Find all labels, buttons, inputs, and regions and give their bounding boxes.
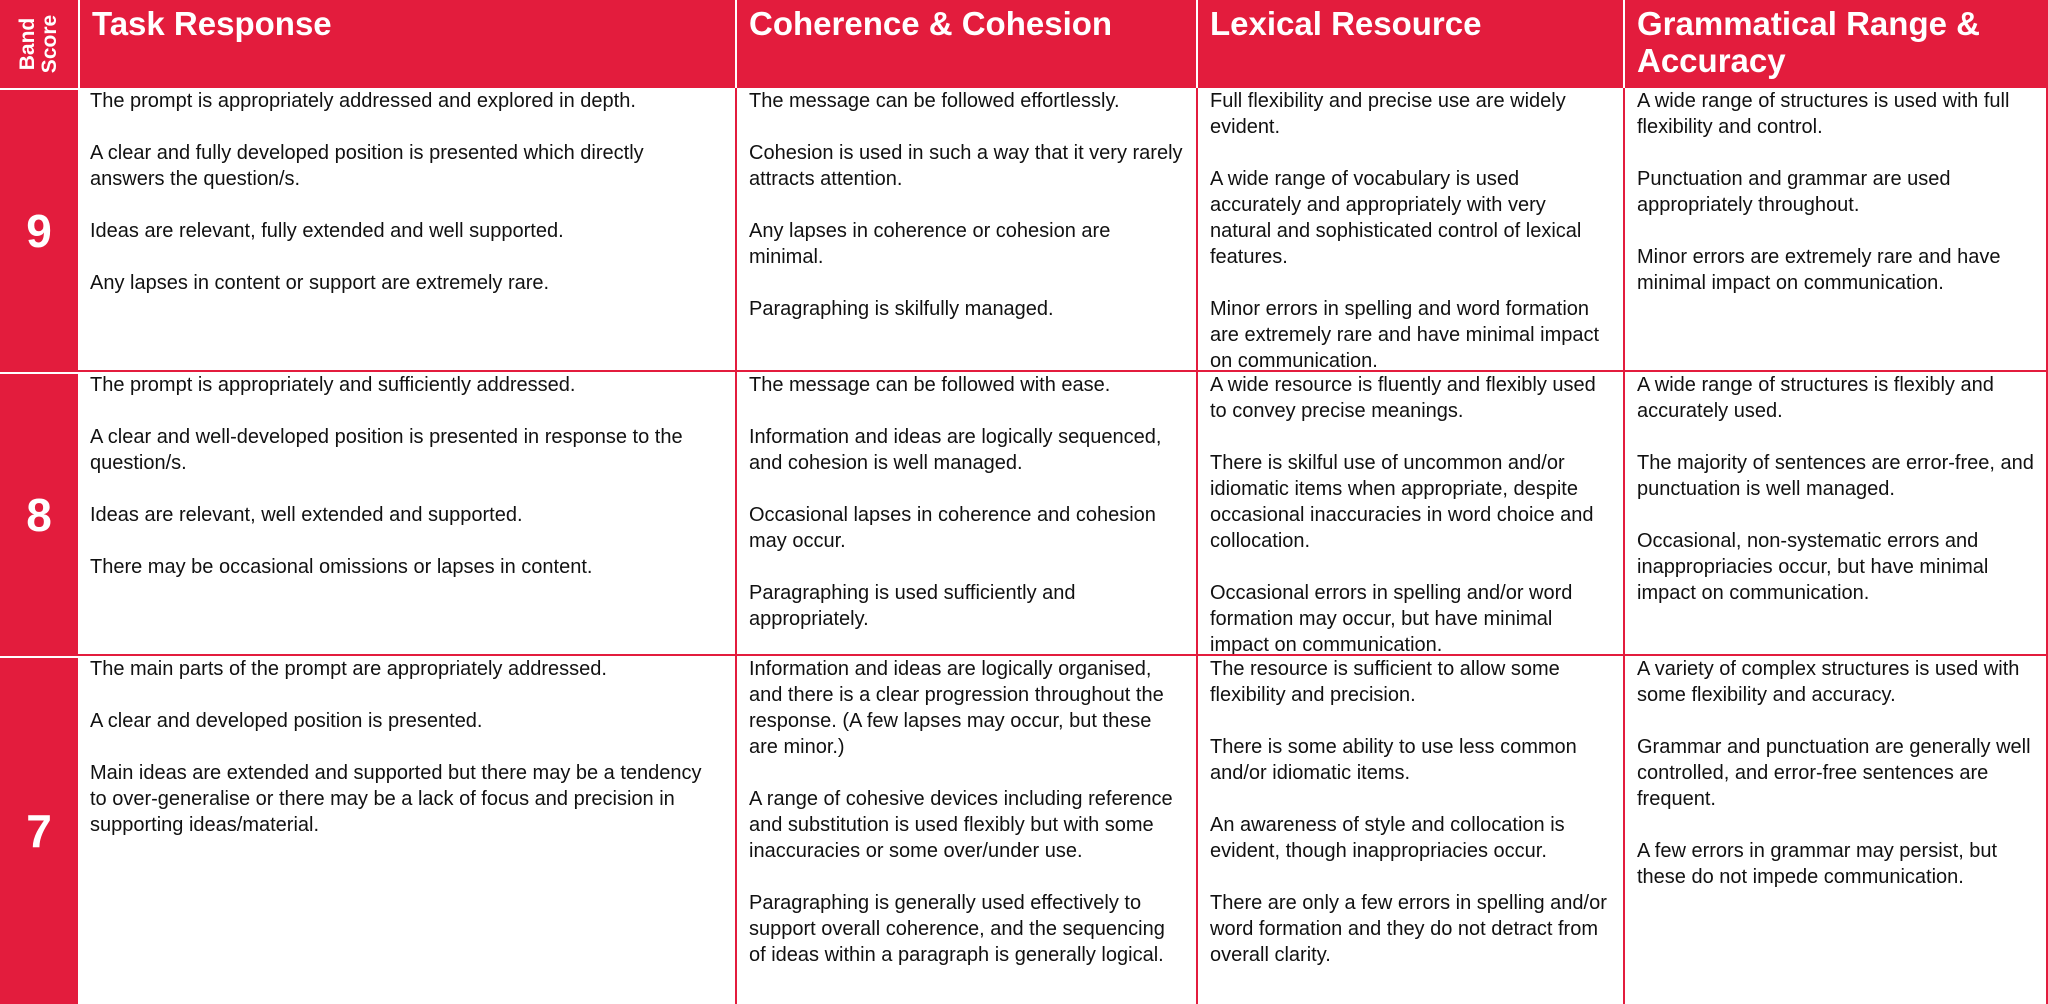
cell-band8-lexical-resource [1196,372,1623,656]
descriptor-text: Grammar and punctuation are generally well controlled, and error-free sentences are frequent. [1637,736,2031,810]
descriptor-text: Information and ideas are logically sequenced, and cohesion is well managed. [749,426,1162,474]
descriptor-text: A few errors in grammar may persist, but these do not impede communication. [1637,840,1998,888]
cell-band7-coherence-cohesion [735,656,1196,1004]
cell-band9-task-response [78,88,735,372]
cell-band9-lexical-resource [1196,88,1623,372]
cell-band8-grammatical-range [1623,372,2048,656]
column-header-grammatical-range: Grammatical Range & Accuracy [1623,0,2048,88]
band-score-7: 7 [0,656,78,1004]
band-score-9: 9 [0,88,78,372]
descriptor-text: Occasional errors in spelling and/or word formation may occur, but have minimal impact on communication. [1210,582,1573,656]
cell-band7-task-response [78,656,735,1004]
descriptor-text: Ideas are relevant, fully extended and well supported. [90,220,564,242]
descriptor-text: A clear and developed position is presented. [90,710,483,732]
band-score-header [0,0,78,88]
descriptor-text: A wide resource is fluently and flexibly used to convey precise meanings. [1210,374,1596,422]
descriptor-text: There is skilful use of uncommon and/or idiomatic items when appropriate, despite occasional inaccuracies in word choice and collocation. [1210,452,1594,552]
descriptor-text: Information and ideas are logically organised, and there is a clear progression throughout the response. (A few lapses may occur, but these are minor.) [749,658,1164,758]
descriptor-text: A variety of complex structures is used with some flexibility and accuracy. [1637,658,2020,706]
descriptor-text: The prompt is appropriately and sufficiently addressed. [90,374,576,396]
descriptor-text: The message can be followed effortlessly. [749,90,1120,112]
descriptor-text: An awareness of style and collocation is evident, though inappropriacies occur. [1210,814,1565,862]
descriptor-text: The resource is sufficient to allow some flexibility and precision. [1210,658,1560,706]
descriptor-text: The message can be followed with ease. [749,374,1111,396]
descriptor-text: Paragraphing is generally used effectively to support overall coherence, and the sequencing of ideas within a paragraph is generally logical. [749,892,1165,966]
descriptor-text: Ideas are relevant, well extended and supported. [90,504,523,526]
descriptor-text: A wide range of vocabulary is used accurately and appropriately with very natural and sophisticated control of lexical features. [1210,168,1582,268]
band-label-line1: Band [16,17,39,71]
cell-band8-task-response [78,372,735,656]
descriptor-text: Any lapses in coherence or cohesion are minimal. [749,220,1111,268]
descriptor-text: Minor errors are extremely rare and have minimal impact on communication. [1637,246,2001,294]
cell-band7-grammatical-range [1623,656,2048,1004]
descriptor-text: Occasional, non-systematic errors and inappropriacies occur, but have minimal impact on communication. [1637,530,1989,604]
descriptor-text: A clear and fully developed position is presented which directly answers the question/s. [90,142,644,190]
descriptor-text: The majority of sentences are error-free, and punctuation is well managed. [1637,452,2034,500]
band-label-line2: Score [38,14,61,74]
descriptor-text: The main parts of the prompt are appropriately addressed. [90,658,607,680]
column-header-lexical-resource: Lexical Resource [1196,0,1623,88]
descriptor-text: There may be occasional omissions or lapses in content. [90,556,593,578]
descriptor-text: A wide range of structures is used with full flexibility and control. [1637,90,2010,138]
descriptor-text: Punctuation and grammar are used appropriately throughout. [1637,168,1951,216]
descriptor-text: Paragraphing is skilfully managed. [749,298,1054,320]
descriptor-text: There are only a few errors in spelling and/or word formation and they do not detract from overall clarity. [1210,892,1607,966]
descriptor-text: Any lapses in content or support are extremely rare. [90,272,550,294]
cell-band9-grammatical-range [1623,88,2048,372]
band-score-8: 8 [0,372,78,656]
descriptor-text: Occasional lapses in coherence and cohesion may occur. [749,504,1156,552]
band-score-label [17,15,61,73]
cell-band7-lexical-resource [1196,656,1623,1004]
cell-band9-coherence-cohesion [735,88,1196,372]
descriptor-text: A clear and well-developed position is presented in response to the question/s. [90,426,683,474]
descriptor-text: Full flexibility and precise use are widely evident. [1210,90,1566,138]
descriptor-text: Cohesion is used in such a way that it very rarely attracts attention. [749,142,1183,190]
descriptor-text: The prompt is appropriately addressed and explored in depth. [90,90,636,112]
cell-band8-coherence-cohesion [735,372,1196,656]
descriptor-text: Minor errors in spelling and word formation are extremely rare and have minimal impact on communication. [1210,298,1600,372]
descriptor-text: A range of cohesive devices including reference and substitution is used flexibly but with some inaccuracies or some over/under use. [749,788,1173,862]
descriptor-text: There is some ability to use less common and/or idiomatic items. [1210,736,1577,784]
column-header-coherence-cohesion: Coherence & Cohesion [735,0,1196,88]
descriptor-text: Main ideas are extended and supported but there may be a tendency to over-generalise or there may be a lack of focus and precision in supporting ideas/material. [90,762,702,836]
descriptor-text: Paragraphing is used sufficiently and appropriately. [749,582,1076,630]
descriptor-text: A wide range of structures is flexibly and accurately used. [1637,374,1994,422]
column-header-task-response: Task Response [78,0,735,88]
